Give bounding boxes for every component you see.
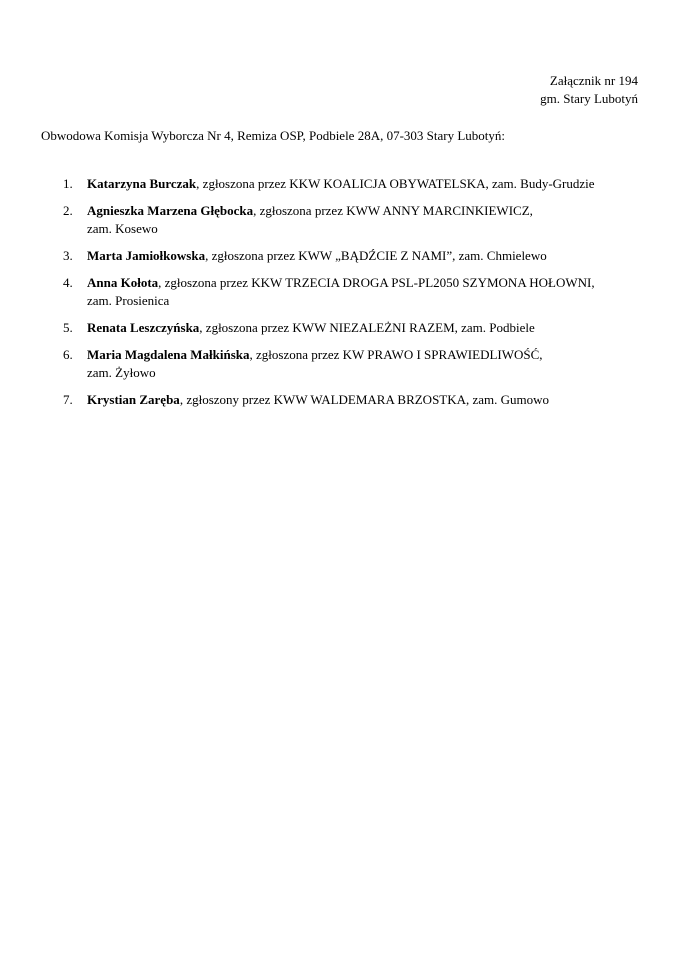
item-line-1 <box>87 247 653 265</box>
member-name: Maria Magdalena Małkińska <box>87 347 250 362</box>
member-details: , zgłoszony przez KWW WALDEMARA BRZOSTKA, zam. Gumowo <box>179 392 550 407</box>
document-header <box>540 72 638 108</box>
item-number: 2. <box>63 203 73 218</box>
item-number: 1. <box>63 176 73 191</box>
member-name: Marta Jamiołkowska <box>87 248 206 263</box>
member-details: , zgłoszona przez KKW KOALICJA OBYWATELSKA, zam. Budy-Grudzie <box>196 176 595 191</box>
municipality-name: gm. Stary Lubotyń <box>540 91 638 106</box>
list-item <box>63 247 653 265</box>
item-number: 6. <box>63 347 73 362</box>
member-list <box>63 175 653 418</box>
member-details: , zgłoszona przez KWW „BĄDŹCIE Z NAMI”, zam. Chmielewo <box>205 248 547 263</box>
attachment-number: Załącznik nr 194 <box>549 73 638 88</box>
member-name: Katarzyna Burczak <box>87 176 197 191</box>
member-address: zam. Żyłowo <box>87 365 156 380</box>
member-name: Renata Leszczyńska <box>87 320 200 335</box>
list-item <box>63 319 653 337</box>
member-details: , zgłoszona przez KWW ANNY MARCINKIEWICZ, <box>253 203 533 218</box>
item-line-1 <box>87 175 653 193</box>
member-name: Anna Kołota <box>87 275 159 290</box>
list-item <box>63 202 653 238</box>
item-number: 5. <box>63 320 73 335</box>
list-item <box>63 391 653 409</box>
item-line-1 <box>87 346 653 364</box>
item-number: 4. <box>63 275 73 290</box>
member-address: zam. Kosewo <box>87 221 158 236</box>
member-details: , zgłoszona przez KKW TRZECIA DROGA PSL-PL2050 SZYMONA HOŁOWNI, <box>158 275 595 290</box>
member-details: , zgłoszona przez KW PRAWO I SPRAWIEDLIWOŚĆ, <box>249 347 543 362</box>
item-line-1 <box>87 202 653 220</box>
member-name: Krystian Zaręba <box>87 392 180 407</box>
item-line-1 <box>87 391 653 409</box>
list-item <box>63 346 653 382</box>
item-line-1 <box>87 319 653 337</box>
item-line-1 <box>87 274 653 292</box>
list-item <box>63 175 653 193</box>
commission-title: Obwodowa Komisja Wyborcza Nr 4, Remiza OSP, Podbiele 28A, 07-303 Stary Lubotyń: <box>41 128 506 143</box>
member-name: Agnieszka Marzena Głębocka <box>87 203 254 218</box>
member-address: zam. Prosienica <box>87 293 170 308</box>
member-details: , zgłoszona przez KWW NIEZALEŻNI RAZEM, zam. Podbiele <box>199 320 535 335</box>
item-number: 7. <box>63 392 73 407</box>
list-item <box>63 274 653 310</box>
item-number: 3. <box>63 248 73 263</box>
